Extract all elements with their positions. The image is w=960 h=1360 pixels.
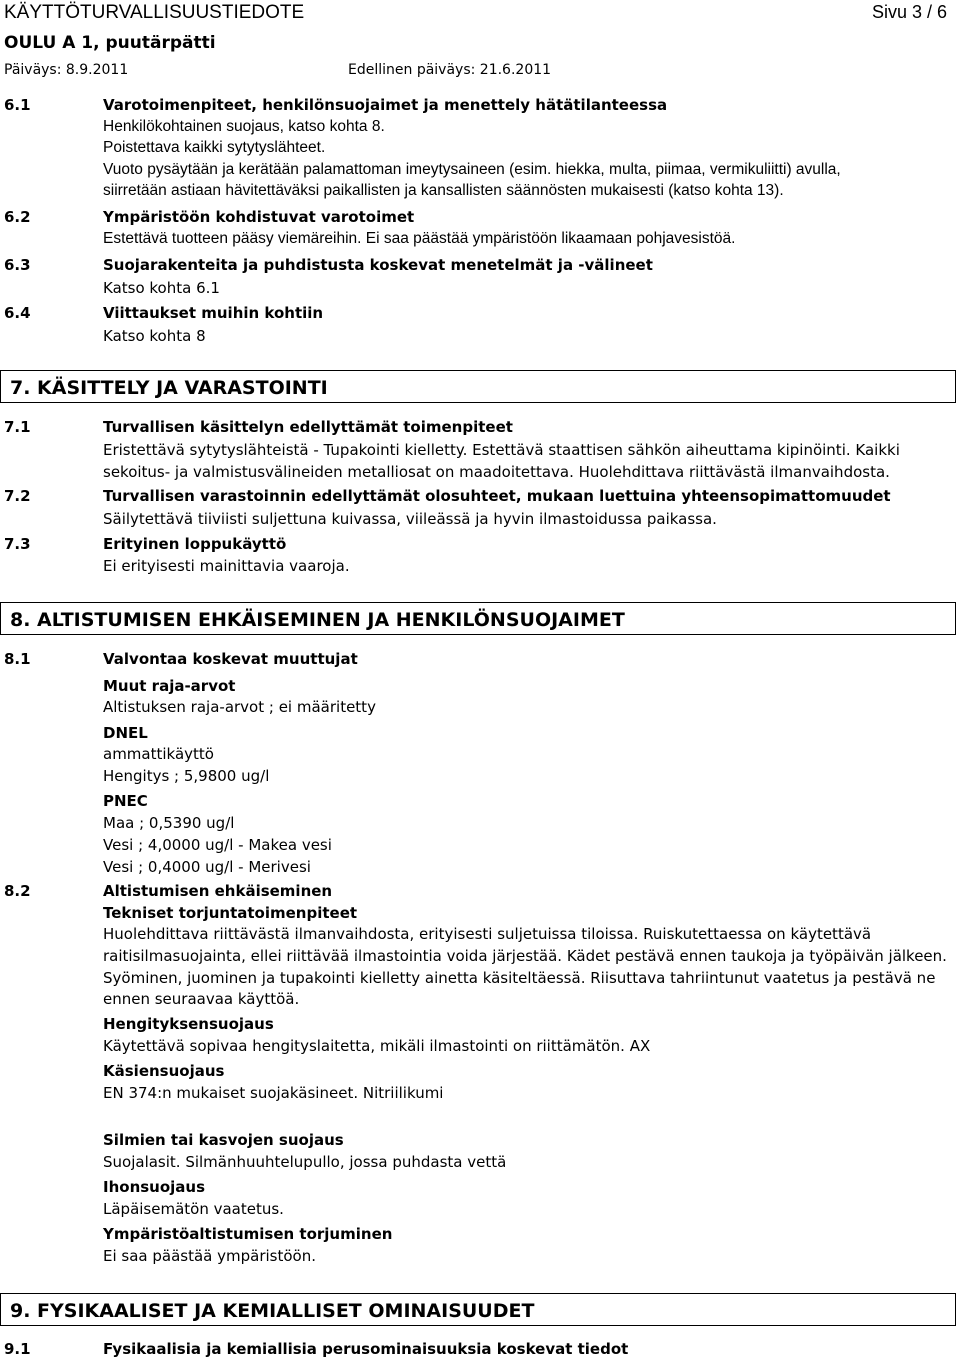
subheading: Hengityksensuojaus bbox=[103, 1015, 274, 1033]
document-title: KÄYTTÖTURVALLISUUSTIEDOTE bbox=[4, 2, 305, 23]
text-line: sekoitus- ja valmistusvälineiden metalliosat on maadoitettava. Huolehdittava riittävästä ilmanvaihdosta. bbox=[103, 463, 890, 481]
text-line: Vesi ; 0,4000 ug/l - Merivesi bbox=[103, 858, 311, 876]
section-6-2-title: Ympäristöön kohdistuvat varotoimet bbox=[103, 208, 415, 226]
section-number: 8.2 bbox=[4, 882, 31, 900]
text-line: Eristettävä sytytyslähteistä - Tupakointi kielletty. Estettävä staattisen sähkön aiheuttama kipinöinti. Kaikki bbox=[103, 441, 900, 459]
section-8-1-title: Valvontaa koskevat muuttujat bbox=[103, 650, 358, 668]
subheading: Ihonsuojaus bbox=[103, 1178, 206, 1196]
section-7-3-title: Erityinen loppukäyttö bbox=[103, 535, 287, 553]
text-line: Vuoto pysäytään ja kerätään palamattoman imeytysaineen (esim. hiekka, multa, piimaa, vermikuliitti) avulla, bbox=[103, 161, 841, 178]
section-9-heading: 9. FYSIKAALISET JA KEMIALLISET OMINAISUUDET bbox=[10, 1300, 535, 1322]
text-line: Poistettava kaikki sytytyslähteet. bbox=[103, 139, 326, 156]
text-line: Käytettävä sopivaa hengityslaitetta, mikäli ilmastointi on riittämätön. AX bbox=[103, 1037, 651, 1055]
text-line: siirretään astiaan hävitettäväksi paikallisten ja kansallisten säännösten mukaisesti (katso kohta 13). bbox=[103, 182, 784, 199]
section-8-heading: 8. ALTISTUMISEN EHKÄISEMINEN JA HENKILÖNSUOJAIMET bbox=[10, 609, 625, 631]
text-line: Hengitys ; 5,9800 ug/l bbox=[103, 767, 270, 785]
subheading: PNEC bbox=[103, 792, 148, 810]
text-line: Estettävä tuotteen pääsy viemäreihin. Ei saa päästää ympäristöön likaamaan pohjavesistöä. bbox=[103, 230, 736, 247]
section-7-heading: 7. KÄSITTELY JA VARASTOINTI bbox=[10, 377, 328, 399]
previous-date: Edellinen päiväys: 21.6.2011 bbox=[348, 62, 552, 78]
subheading: Tekniset torjuntatoimenpiteet bbox=[103, 904, 358, 922]
text-line: Vesi ; 4,0000 ug/l - Makea vesi bbox=[103, 836, 332, 854]
section-number: 6.3 bbox=[4, 256, 31, 274]
text-line: Ei saa päästää ympäristöön. bbox=[103, 1247, 316, 1265]
text-line: Katso kohta 8 bbox=[103, 327, 206, 345]
page-number: Sivu 3 / 6 bbox=[872, 2, 948, 22]
text-line: ammattikäyttö bbox=[103, 745, 214, 763]
section-number: 9.1 bbox=[4, 1340, 31, 1358]
text-line: Maa ; 0,5390 ug/l bbox=[103, 814, 235, 832]
section-9-heading-box bbox=[0, 1293, 956, 1326]
section-7-heading-box bbox=[0, 370, 956, 403]
subheading: Muut raja-arvot bbox=[103, 677, 236, 695]
section-number: 6.1 bbox=[4, 96, 31, 114]
section-number: 8.1 bbox=[4, 650, 31, 668]
text-line: Huolehdittava riittävästä ilmanvaihdosta, erityisesti suljetuissa tiloissa. Ruiskutettaessa on käytettävä bbox=[103, 925, 872, 943]
subheading: Käsiensuojaus bbox=[103, 1062, 225, 1080]
text-line: Suojalasit. Silmänhuuhtelupullo, jossa puhdasta vettä bbox=[103, 1153, 507, 1171]
section-number: 7.2 bbox=[4, 487, 31, 505]
subheading: Ympäristöaltistumisen torjuminen bbox=[103, 1225, 393, 1243]
section-number: 7.3 bbox=[4, 535, 31, 553]
section-number: 6.2 bbox=[4, 208, 31, 226]
text-line: Henkilökohtainen suojaus, katso kohta 8. bbox=[103, 118, 385, 135]
text-line: Syöminen, juominen ja tupakointi kielletty ainetta käsiteltäessä. Riisuttava tahriintunut vaatetus ja pestävä ne bbox=[103, 969, 936, 987]
text-line: Katso kohta 6.1 bbox=[103, 279, 220, 297]
section-7-1-title: Turvallisen käsittelyn edellyttämät toimenpiteet bbox=[103, 418, 513, 436]
section-6-4-title: Viittaukset muihin kohtiin bbox=[103, 304, 324, 322]
subheading: DNEL bbox=[103, 724, 148, 742]
text-line: Läpäisemätön vaatetus. bbox=[103, 1200, 284, 1218]
section-9-1-title: Fysikaalisia ja kemiallisia perusominaisuuksia koskevat tiedot bbox=[103, 1340, 629, 1358]
text-line: ennen seuraavaa käyttöä. bbox=[103, 990, 300, 1008]
section-8-heading-box bbox=[0, 602, 956, 635]
section-number: 6.4 bbox=[4, 304, 31, 322]
text-line: Säilytettävä tiiviisti suljettuna kuivassa, viileässä ja hyvin ilmastoidussa paikassa. bbox=[103, 510, 717, 528]
section-8-2-title: Altistumisen ehkäiseminen bbox=[103, 882, 333, 900]
text-line: Ei erityisesti mainittavia vaaroja. bbox=[103, 557, 350, 575]
issue-date: Päiväys: 8.9.2011 bbox=[4, 62, 129, 78]
text-line: EN 374:n mukaiset suojakäsineet. Nitriilikumi bbox=[103, 1084, 444, 1102]
text-line: Altistuksen raja-arvot ; ei määritetty bbox=[103, 698, 376, 716]
text-line: raitisilmasuojainta, ellei riittävää ilmastointia voida järjestää. Kädet pestävä ennen taukoja ja työpäivän jälkeen. bbox=[103, 947, 947, 965]
product-name: OULU A 1, puutärpätti bbox=[4, 33, 216, 53]
section-6-3-title: Suojarakenteita ja puhdistusta koskevat menetelmät ja -välineet bbox=[103, 256, 653, 274]
subheading: Silmien tai kasvojen suojaus bbox=[103, 1131, 344, 1149]
section-7-2-title: Turvallisen varastoinnin edellyttämät olosuhteet, mukaan luettuina yhteensopimattomuudet bbox=[103, 487, 891, 505]
section-6-1-title: Varotoimenpiteet, henkilönsuojaimet ja menettely hätätilanteessa bbox=[103, 96, 668, 114]
section-number: 7.1 bbox=[4, 418, 31, 436]
